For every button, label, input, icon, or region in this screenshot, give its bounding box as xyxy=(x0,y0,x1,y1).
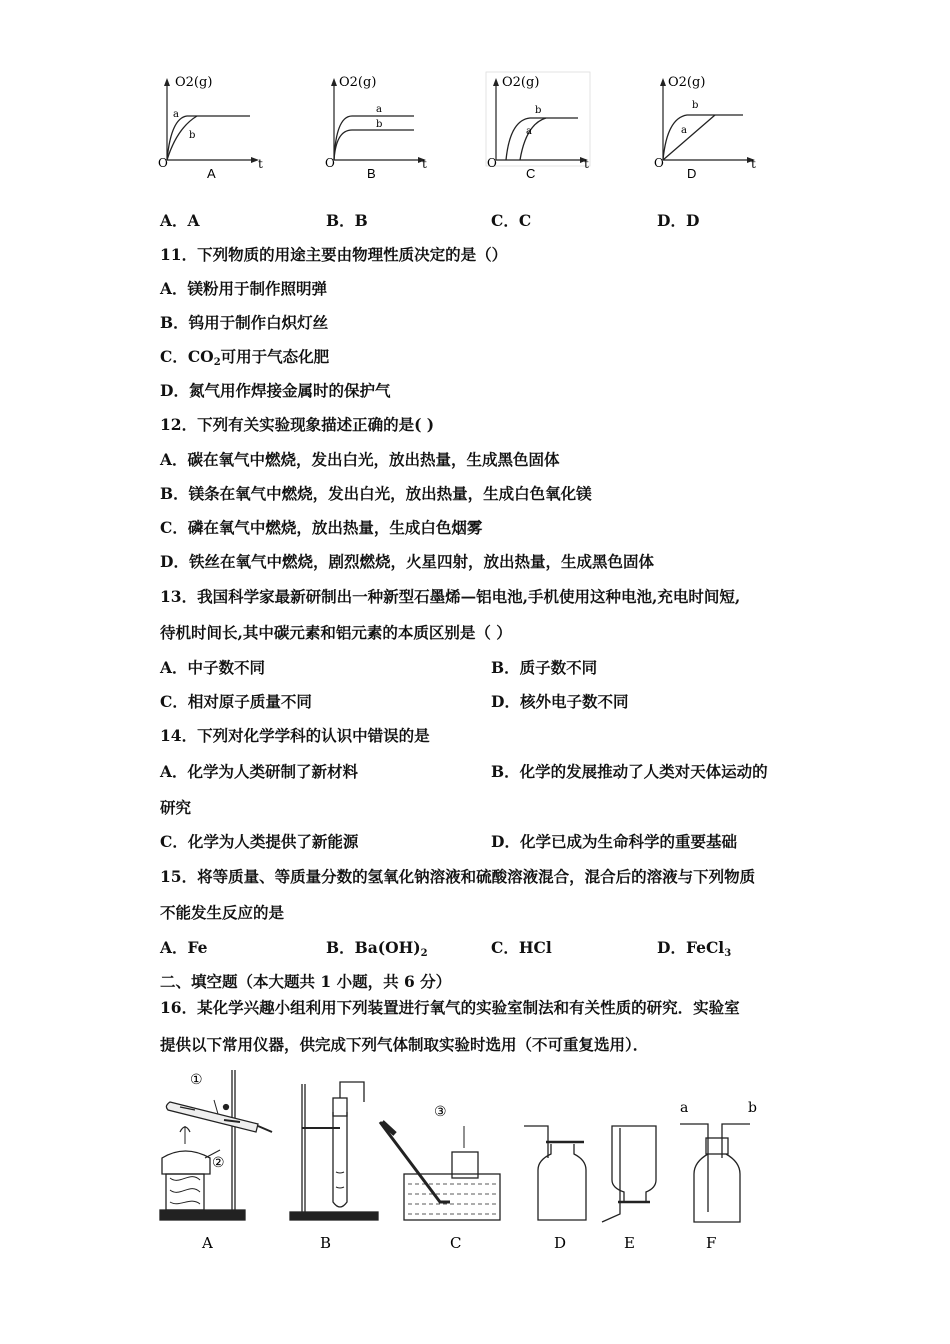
q13-stem-line2: 待机时间长,其中碳元素和铝元素的本质区别是（ ） xyxy=(160,623,512,642)
graph-a-ylabel: O2(g) xyxy=(175,75,213,90)
lab-apparatus-figure xyxy=(150,1062,800,1262)
graph-a-curve-a: a xyxy=(173,109,179,120)
q15-stem-line2: 不能发生反应的是 xyxy=(160,903,285,922)
graph-d-curve-b: b xyxy=(692,100,699,111)
graph-c xyxy=(484,70,594,182)
apparatus-d xyxy=(524,1126,586,1220)
graph-a-origin: O xyxy=(158,156,168,170)
q14-option-b[interactable]: B．化学的发展推动了人类对天体运动的 xyxy=(491,762,768,781)
apparatus-a xyxy=(160,1070,272,1220)
q15-option-a[interactable]: A．Fe xyxy=(160,938,208,957)
q10-option-b[interactable]: B．B xyxy=(326,211,368,230)
q16-stem-line1: 16．某化学兴趣小组利用下列装置进行氧气的实验室制法和有关性质的研究．实验室 xyxy=(160,998,740,1017)
q12-stem: 12．下列有关实验现象描述正确的是( ) xyxy=(160,415,435,434)
q13-option-d[interactable]: D．核外电子数不同 xyxy=(491,692,629,711)
apparatus-e xyxy=(602,1126,656,1222)
graph-a-curve-b: b xyxy=(189,130,196,141)
apparatus-b xyxy=(290,1082,378,1220)
marker-1: ① xyxy=(190,1072,203,1088)
port-a: a xyxy=(680,1100,689,1116)
q11-option-c-rest: 可用于气态化肥 xyxy=(220,347,330,366)
label-c: C xyxy=(450,1234,462,1252)
graph-a-xlabel: t xyxy=(258,157,263,171)
graph-a-caption: A xyxy=(207,166,216,181)
q12-option-c[interactable]: C．磷在氧气中燃烧，放出热量，生成白色烟雾 xyxy=(160,518,483,537)
q11-option-d[interactable]: D．氮气用作焊接金属时的保护气 xyxy=(160,381,391,400)
graph-c-curve-a: a xyxy=(526,126,532,137)
q15-option-b[interactable] xyxy=(326,938,428,964)
q14-option-c[interactable]: C．化学为人类提供了新能源 xyxy=(160,832,359,851)
q13-option-c[interactable]: C．相对原子质量不同 xyxy=(160,692,312,711)
graph-b-origin: O xyxy=(325,156,335,170)
q13-option-a[interactable]: A．中子数不同 xyxy=(160,658,266,677)
graph-d-curve-a: a xyxy=(681,125,687,136)
graph-d-ylabel: O2(g) xyxy=(668,75,706,90)
q11-option-c-sub: 2 xyxy=(213,357,221,368)
q14-option-a[interactable]: A．化学为人类研制了新材料 xyxy=(160,762,359,781)
q15-option-d[interactable] xyxy=(657,938,731,964)
q15-option-d-sub: 3 xyxy=(724,948,732,959)
port-b: b xyxy=(748,1100,757,1116)
q15-option-c[interactable]: C．HCl xyxy=(491,938,552,957)
q11-option-c-head: C．CO xyxy=(160,347,214,366)
graph-c-curve-b: b xyxy=(535,105,542,116)
q11-stem: 11．下列物质的用途主要由物理性质决定的是（） xyxy=(160,245,508,264)
marker-2: ② xyxy=(212,1155,225,1171)
q13-stem-line1: 13．我国科学家最新研制出一种新型石墨烯—铝电池,手机使用这种电池,充电时间短, xyxy=(160,587,741,606)
q12-option-a[interactable]: A．碳在氧气中燃烧，发出白光，放出热量，生成黑色固体 xyxy=(160,450,560,469)
q11-option-a[interactable]: A．镁粉用于制作照明弹 xyxy=(160,279,328,298)
graph-b-xlabel: t xyxy=(422,157,427,171)
q15-option-d-text: D．FeCl xyxy=(657,938,725,957)
marker-3: ③ xyxy=(434,1104,447,1120)
graph-b-caption: B xyxy=(367,166,376,181)
graph-c-caption: C xyxy=(526,166,536,181)
q16-stem-line2: 提供以下常用仪器，供完成下列气体制取实验时选用（不可重复选用）． xyxy=(160,1035,649,1054)
label-b: B xyxy=(320,1234,332,1252)
label-f: F xyxy=(706,1234,717,1252)
q14-stem: 14．下列对化学学科的认识中错误的是 xyxy=(160,726,430,745)
graph-c-origin: O xyxy=(487,156,497,170)
q15-option-b-text: B．Ba(OH) xyxy=(326,938,421,957)
graph-b-curve-a: a xyxy=(376,104,382,115)
graph-c-xlabel: t xyxy=(584,157,589,171)
label-d: D xyxy=(554,1234,567,1252)
q15-stem-line1: 15．将等质量、等质量分数的氢氧化钠溶液和硫酸溶液混合，混合后的溶液与下列物质 xyxy=(160,867,756,886)
label-e: E xyxy=(624,1234,635,1252)
graph-d-origin: O xyxy=(654,156,664,170)
apparatus-f xyxy=(680,1124,750,1222)
graph-b xyxy=(322,70,432,182)
section-2-heading: 二、填空题（本大题共 1 小题，共 6 分） xyxy=(160,972,452,991)
graph-d-caption: D xyxy=(687,166,697,181)
q10-option-d[interactable]: D．D xyxy=(657,211,700,230)
q12-option-d[interactable]: D．铁丝在氧气中燃烧，剧烈燃烧，火星四射，放出热量，生成黑色固体 xyxy=(160,552,654,571)
graph-b-curve-b: b xyxy=(376,119,383,130)
q11-option-c[interactable] xyxy=(160,347,329,373)
q12-option-b[interactable]: B．镁条在氧气中燃烧，发出白光，放出热量，生成白色氧化镁 xyxy=(160,484,592,503)
q10-option-a[interactable]: A．A xyxy=(160,211,200,230)
graph-b-ylabel: O2(g) xyxy=(339,75,377,90)
q13-option-b[interactable]: B．质子数不同 xyxy=(491,658,598,677)
label-a: A xyxy=(202,1234,213,1252)
graph-d-xlabel: t xyxy=(751,157,756,171)
graph-a xyxy=(155,70,265,182)
apparatus-c xyxy=(380,1122,500,1220)
q15-option-b-sub: 2 xyxy=(420,948,428,959)
graph-d xyxy=(651,70,761,182)
q14-option-b-cont: 研究 xyxy=(160,798,192,817)
q10-option-c[interactable]: C．C xyxy=(491,211,532,230)
q11-option-b[interactable]: B．钨用于制作白炽灯丝 xyxy=(160,313,329,332)
q14-option-d[interactable]: D．化学已成为生命科学的重要基础 xyxy=(491,832,737,851)
graph-c-ylabel: O2(g) xyxy=(502,75,540,90)
